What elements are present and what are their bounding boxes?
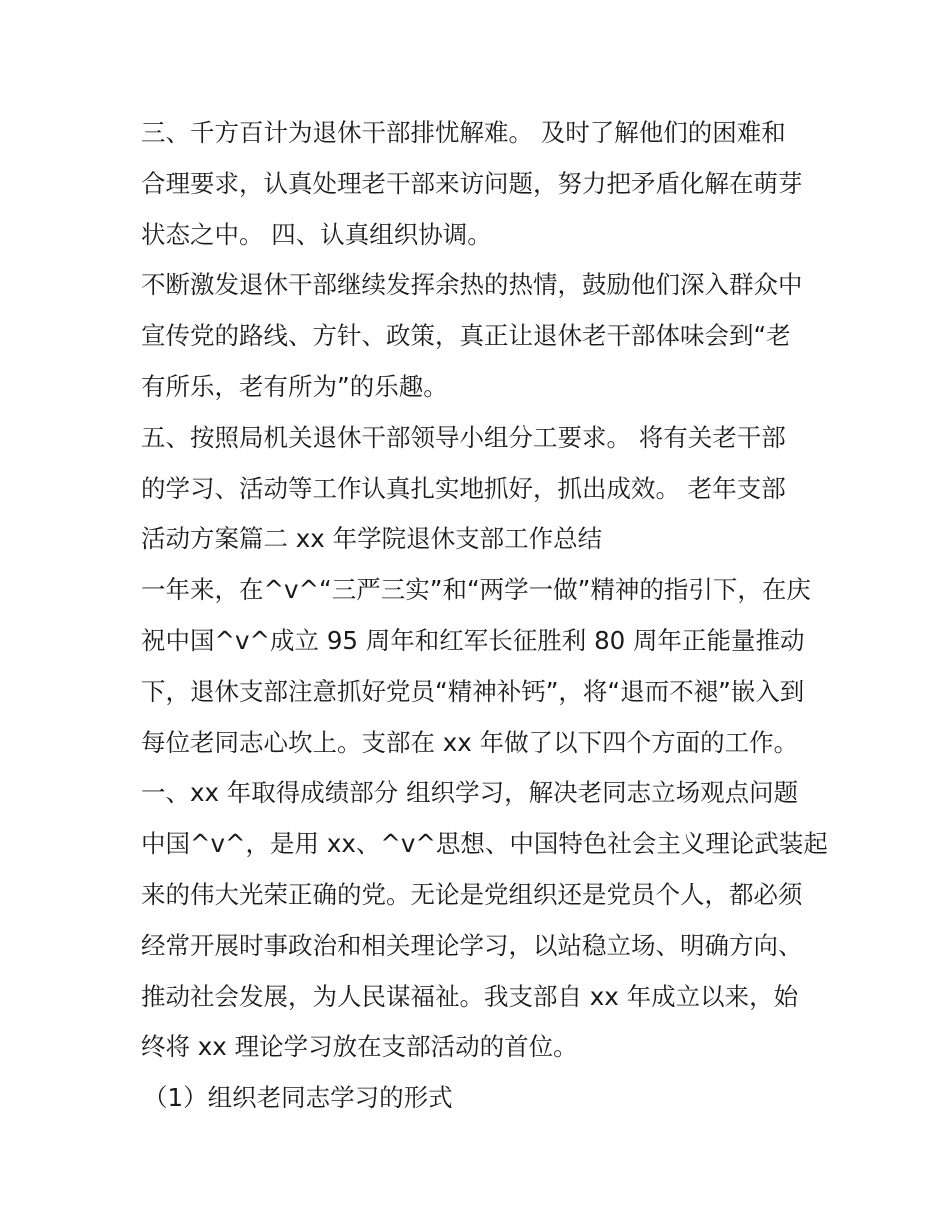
text-line-2: 合理要求，认真处理老干部来访问题，努力把矛盾化解在萌芽	[141, 168, 803, 198]
text-line-3: 状态之中。 四、认真组织协调。	[141, 219, 492, 249]
text-line-16: 来的伟大光荣正确的党。无论是党组织还是党员个人，都必须	[141, 879, 803, 909]
text-line-19: 终将 xx 理论学习放在支部活动的首位。	[141, 1032, 578, 1062]
text-line-12: 下，退休支部注意抓好党员“精神补钙”，将“退而不褪”嵌入到	[141, 676, 805, 706]
text-line-7: 五、按照局机关退休干部领导小组分工要求。 将有关老干部	[141, 422, 786, 452]
text-line-14: 一、xx 年取得成绩部分 组织学习，解决老同志立场观点问题	[141, 778, 799, 808]
text-line-8: 的学习、活动等工作认真扎实地抓好，抓出成效。 老年支部	[141, 473, 786, 503]
text-line-9: 活动方案篇二 xx 年学院退休支部工作总结	[141, 524, 603, 554]
text-line-17: 经常开展时事政治和相关理论学习，以站稳立场、明确方向、	[141, 930, 803, 960]
text-line-10: 一年来，在^v^“三严三实”和“两学一做”精神的指引下，在庆	[141, 575, 811, 605]
text-line-1: 三、千方百计为退休干部排忧解难。 及时了解他们的困难和	[141, 118, 786, 147]
text-line-4: 不断激发退休干部继续发挥余热的热情，鼓励他们深入群众中	[141, 270, 803, 300]
text-line-18: 推动社会发展，为人民谋福祉。我支部自 xx 年成立以来，始	[141, 981, 799, 1011]
text-line-15: 中国^v^，是用 xx、^v^思想、中国特色社会主义理论武装起	[141, 829, 828, 859]
text-line-13: 每位老同志心坎上。支部在 xx 年做了以下四个方面的工作。	[141, 727, 799, 757]
text-line-5: 宣传党的路线、方针、政策，真正让退休老干部体味会到“老	[141, 321, 791, 351]
text-line-20: （1）组织老同志学习的形式	[143, 1083, 453, 1113]
document-body	[141, 108, 828, 1124]
text-line-11: 祝中国^v^成立 95 周年和红军长征胜利 80 周年正能量推动	[141, 625, 805, 655]
text-line-6: 有所乐，老有所为”的乐趣。	[141, 371, 448, 401]
